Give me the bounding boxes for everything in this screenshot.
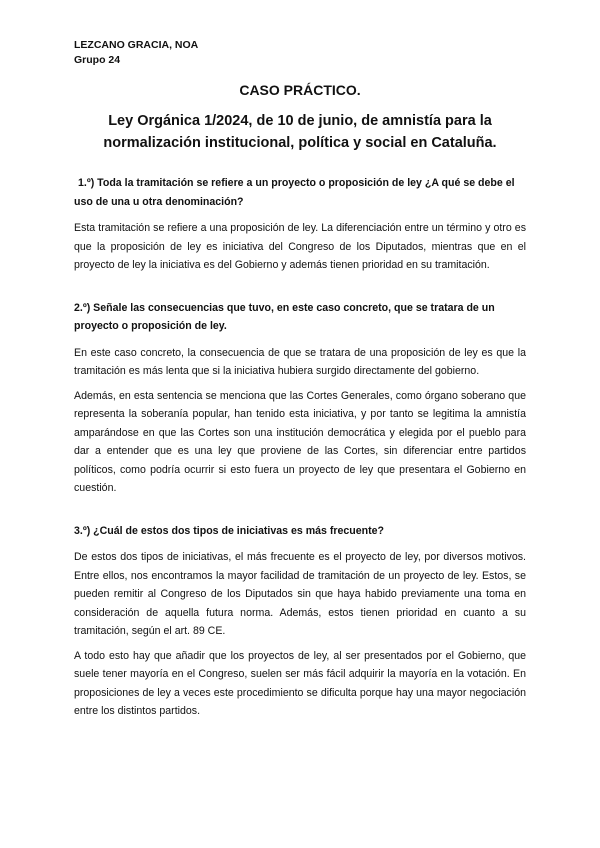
question-2: 2.º) Señale las consecuencias que tuvo, en este caso concreto, que se tratara de un proyecto o proposición de ley. — [74, 301, 495, 332]
author-block — [74, 38, 198, 68]
question-3: 3.º) ¿Cuál de estos dos tipos de iniciativas es más frecuente? — [74, 524, 385, 537]
page-subtitle: Ley Orgánica 1/2024, de 10 de junio, de amnistía para la normalización institucional, política y social en Cataluña. — [103, 113, 497, 151]
answer-3-paragraph-2: A todo esto hay que añadir que los proyectos de ley, al ser presentados por el Gobierno, que suele tener mayoría en el Congreso, suelen ser más fácil adquirir la mayoría en la votación. En proposiciones de ley a veces este procedimiento se dificulta porque hay una mayor negociación entre los distintos partidos. — [74, 649, 526, 717]
title-block — [74, 80, 526, 154]
document-body — [74, 174, 526, 721]
question-1: 1.º) Toda la tramitación se refiere a un proyecto o proposición de ley ¿A qué se debe el uso de una u otra denominación? — [74, 177, 515, 208]
author-name: LEZCANO GRACIA, NOA — [74, 39, 199, 51]
answer-1-paragraph-1: Esta tramitación se refiere a una proposición de ley. La diferenciación entre un término y otro es que la proposición de ley es iniciativa del Congreso de los Diputados, mientras que en el proyecto de ley la iniciativa es del Gobierno y además tienen prioridad en su tramitación. — [74, 222, 526, 271]
answer-3-paragraph-1: De estos dos tipos de iniciativas, el más frecuente es el proyecto de ley, por diversos motivos. Entre ellos, nos encontramos la mayor facilidad de tramitación de un proyecto de ley. Estos, se pueden remitir al Congreso de los Diputados sin que haya habido previamente una toma en consideración de aquella futura norma. Además, estos tienen prioridad en cuanto a su tramitación, según el art. 89 CE. — [74, 551, 526, 637]
answer-2-paragraph-1: En este caso concreto, la consecuencia de que se tratara de una proposición de ley es que la tramitación es más lenta que si la iniciativa hubiera surgido directamente del gobierno. — [74, 346, 526, 377]
group-label: Grupo 24 — [74, 54, 121, 66]
page-title: CASO PRÁCTICO. — [239, 82, 361, 98]
answer-2-paragraph-2: Además, en esta sentencia se menciona que las Cortes Generales, como órgano soberano que representa la soberanía popular, han tenido esta iniciativa, y por tanto se legitima la amnistía amparándose en que las Cortes son una institución democrática y elegida por el pueblo para dar a entender que es una ley que proviene de las Cortes, sin diferenciar entre partidos políticos, como podría ocurrir si esto fuera un proyecto de ley que presentara el Gobierno en cuestión. — [74, 389, 526, 494]
